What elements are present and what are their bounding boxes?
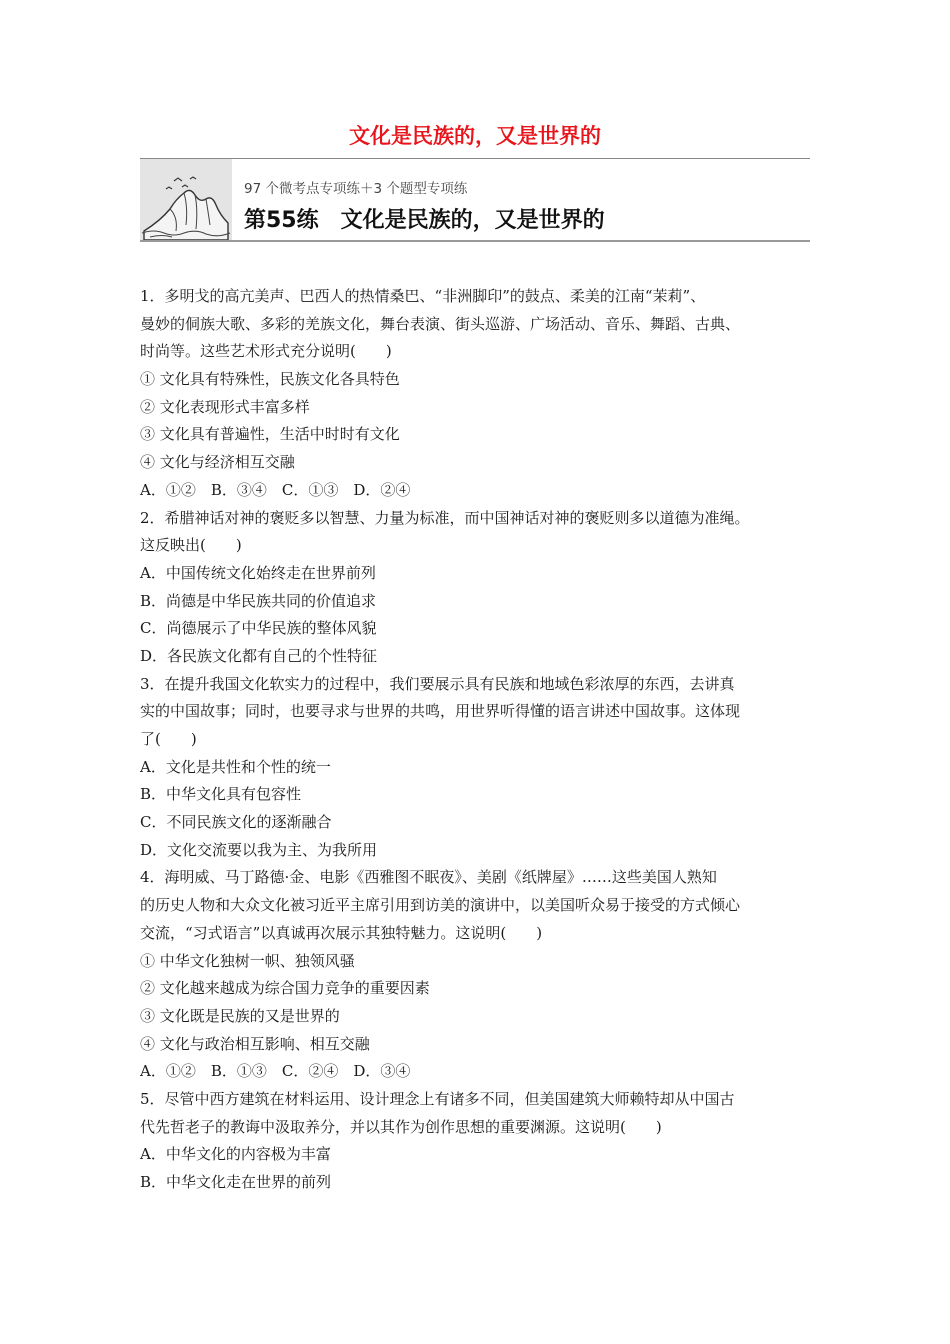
text-line: ① 中华文化独树一帜、独领风骚 <box>140 951 355 970</box>
landscape-illustration <box>140 159 232 240</box>
text-line: ④ 文化与政治相互影响、相互交融 <box>140 1034 370 1053</box>
mountain-icon <box>140 159 232 240</box>
banner-top-rule <box>140 158 810 159</box>
text-line: 这反映出( ) <box>140 536 242 555</box>
banner-title: 第55练 文化是民族的，又是世界的 <box>244 208 605 233</box>
text-line: 代先哲老子的教诲中汲取养分，并以其作为创作思想的重要渊源。这说明( ) <box>140 1117 662 1136</box>
text-line: D．各民族文化都有自己的个性特征 <box>140 646 378 665</box>
text-line: 交流，“习式语言”以真诚再次展示其独特魅力。这说明( ) <box>140 923 543 942</box>
text-line: A．①② B．③④ C．①③ D．②④ <box>140 480 411 499</box>
text-line: 实的中国故事；同时，也要寻求与世界的共鸣，用世界听得懂的语言讲述中国故事。这体现 <box>140 702 741 721</box>
text-line: 时尚等。这些艺术形式充分说明( ) <box>140 342 392 361</box>
banner-subtitle: 97 个微考点专项练＋3 个题型专项练 <box>244 181 468 197</box>
text-line: C．不同民族文化的逐渐融合 <box>140 813 332 832</box>
text-line: A．①② B．①③ C．②④ D．③④ <box>140 1062 411 1081</box>
text-line: 1．多明戈的高亢美声、巴西人的热情桑巴、“非洲脚印”的鼓点、柔美的江南“茉莉”、 <box>140 287 706 305</box>
text-line: ④ 文化与经济相互交融 <box>140 453 295 472</box>
text-line: A．文化是共性和个性的统一 <box>140 757 331 776</box>
text-line: A．中国传统文化始终走在世界前列 <box>140 563 376 582</box>
question-body <box>140 283 820 1197</box>
text-line: 曼妙的侗族大歌、多彩的羌族文化，舞台表演、街头巡游、广场活动、音乐、舞蹈、古典、 <box>140 314 741 333</box>
text-line: ② 文化表现形式丰富多样 <box>140 397 310 416</box>
text-line: B．中华文化走在世界的前列 <box>140 1173 332 1191</box>
text-line: 4．海明威、马丁路德·金、电影《西雅图不眠夜》、美剧《纸牌屋》……这些美国人熟知 <box>140 868 717 887</box>
text-line: 2．希腊神话对神的褒贬多以智慧、力量为标准，而中国神话对神的褒贬则多以道德为准绳。 <box>140 508 750 527</box>
text-line: 3．在提升我国文化软实力的过程中，我们要展示具有民族和地域色彩浓厚的东西，去讲真 <box>140 674 735 693</box>
text-line: D．文化交流要以我为主、为我所用 <box>140 840 378 859</box>
text-line: C．尚德展示了中华民族的整体风貌 <box>140 619 377 638</box>
text-line: 了( ) <box>140 730 197 748</box>
text-line: 的历史人物和大众文化被习近平主席引用到访美的演讲中，以美国听众易于接受的方式倾心 <box>140 896 741 915</box>
section-banner <box>140 158 810 242</box>
text-line: ② 文化越来越成为综合国力竞争的重要因素 <box>140 979 430 998</box>
text-line: ① 文化具有特殊性，民族文化各具特色 <box>140 370 400 389</box>
text-line: ③ 文化既是民族的又是世界的 <box>140 1006 340 1025</box>
text-line: B．尚德是中华民族共同的价值追求 <box>140 591 377 610</box>
document-title: 文化是民族的，又是世界的 <box>349 124 601 148</box>
text-line: A．中华文化的内容极为丰富 <box>140 1145 331 1164</box>
text-line: B．中华文化具有包容性 <box>140 785 302 804</box>
text-line: 5．尽管中西方建筑在材料运用、设计理念上有诸多不同，但美国建筑大师赖特却从中国古 <box>140 1089 735 1108</box>
text-line: ③ 文化具有普遍性，生活中时时有文化 <box>140 425 400 444</box>
banner-bottom-rule <box>140 240 810 242</box>
